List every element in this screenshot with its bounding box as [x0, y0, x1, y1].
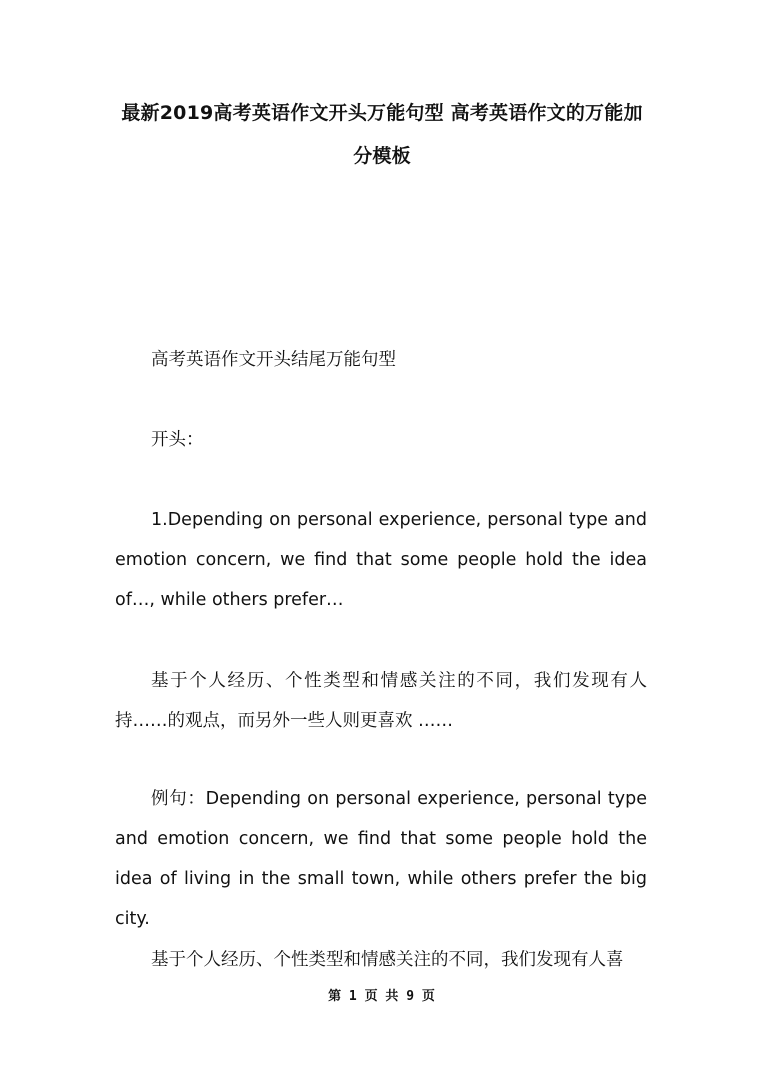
document-title: 最新2019高考英语作文开头万能句型 高考英语作文的万能加分模板	[121, 102, 643, 167]
paragraph-chinese-translation-2: 基于个人经历、个性类型和情感关注的不同，我们发现有人喜	[151, 950, 624, 970]
paragraph-english-sentence-1: 1.Depending on personal experience, personal type and emotion concern, we find that some people hold the idea of…, while others prefer…	[115, 510, 647, 610]
subheading-opening: 开头：	[151, 430, 204, 450]
section-heading: 高考英语作文开头结尾万能句型	[151, 350, 396, 370]
paragraph-chinese-translation-1: 基于个人经历、个性类型和情感关注的不同，我们发现有人持……的观点，而另外一些人则更喜欢 ……	[115, 671, 647, 731]
paragraph-example-sentence: 例句：Depending on personal experience, personal type and emotion concern, we find that some people hold the idea of living in the small town, while others prefer the big city.	[115, 789, 647, 929]
page-footer: 第 1 页 共 9 页	[328, 989, 435, 1004]
